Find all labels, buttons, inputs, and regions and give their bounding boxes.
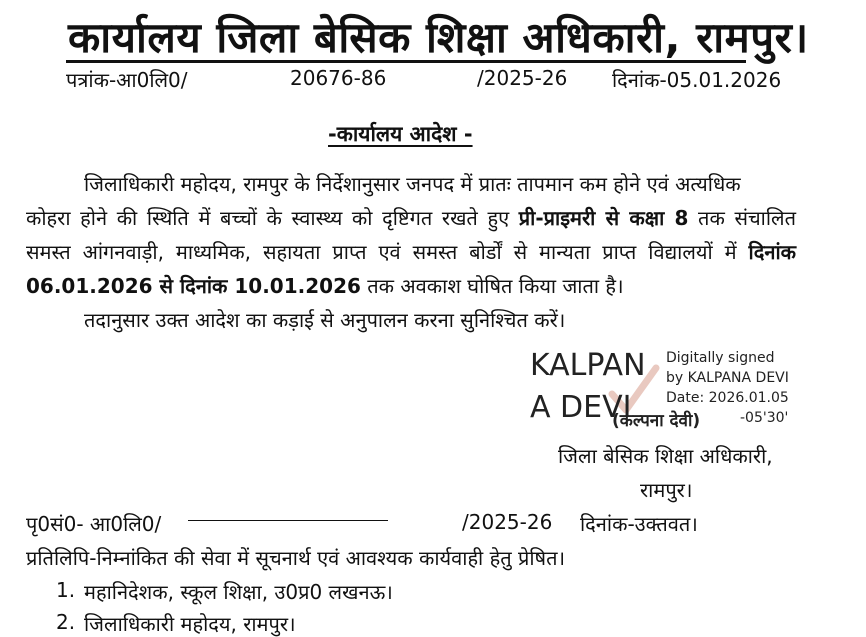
body-line-5: तदानुसार उक्त आदेश का कड़ाई से अनुपालन करना सुनिश्चित करें। (84, 308, 566, 332)
digital-signed-line-1: Digitally signed (666, 350, 775, 366)
copy-ref-label: पृ0सं0- आ0लि0/ (26, 512, 162, 536)
signer-name-line-1: KALPAN (530, 348, 646, 383)
letter-session: /2025-26 (477, 66, 568, 90)
body-line-3 (26, 238, 796, 265)
body-line-2-end: तक संचालित (688, 206, 797, 230)
holiday-range: 06.01.2026 से दिनांक 10.01.2026 (26, 274, 361, 298)
date-word: दिनांक (748, 240, 796, 264)
recipient-number: 1. (56, 578, 76, 602)
body-line-2-text: कोहरा होने की स्थिति में बच्चों के स्वास्थ्य को दृष्टिगत रखते हुए (26, 206, 519, 230)
title-underline (66, 60, 746, 63)
body-line-4-end: तक अवकाश घोषित किया जाता है। (360, 274, 624, 298)
digital-signed-tz: -05'30' (740, 410, 789, 426)
signer-place: रामपुर। (640, 478, 693, 502)
letter-number-label: पत्रांक-आ0लि0/ (66, 68, 188, 92)
letter-number: 20676-86 (290, 66, 387, 90)
body-line-1: जिलाधिकारी महोदय, रामपुर के निर्देशानुसार जनपद में प्रातः तापमान कम होने एवं अत्यधिक (84, 172, 741, 196)
letter-date: दिनांक-05.01.2026 (612, 68, 782, 92)
order-heading: -कार्यालय आदेश - (328, 122, 473, 146)
signer-name-line-2: A DEVI (530, 390, 632, 425)
body-line-3-text: समस्त आंगनवाड़ी, माध्यमिक, सहायता प्राप्त एवं समस्त बोर्डों से मान्यता प्राप्त विद्यालयों में (26, 240, 749, 264)
copy-to-line: प्रतिलिपि-निम्नांकित की सेवा में सूचनार्थ एवं आवश्यक कार्यवाही हेतु प्रेषित। (26, 546, 566, 570)
body-line-4 (26, 272, 624, 299)
recipient-item: महानिदेशक, स्कूल शिक्षा, उ0प्र0 लखनऊ। (84, 580, 393, 604)
office-title: कार्यालय जिला बेसिक शिक्षा अधिकारी, रामपुर। (68, 13, 809, 62)
signer-stamp-name: (कल्पना देवी) (612, 411, 701, 431)
copy-ref-session: /2025-26 (462, 510, 553, 534)
copy-ref-date: दिनांक-उक्तवत। (580, 512, 698, 536)
recipient-item: जिलाधिकारी महोदय, रामपुर। (84, 612, 296, 636)
body-line-2 (26, 204, 796, 231)
copy-ref-blank (188, 520, 388, 521)
digital-signed-date: Date: 2026.01.05 (666, 390, 789, 406)
signer-designation: जिला बेसिक शिक्षा अधिकारी, (558, 444, 773, 468)
recipient-number: 2. (56, 610, 76, 634)
digital-signed-line-2: by KALPANA DEVI (666, 370, 789, 386)
class-range: प्री-प्राइमरी से कक्षा 8 (518, 206, 689, 230)
